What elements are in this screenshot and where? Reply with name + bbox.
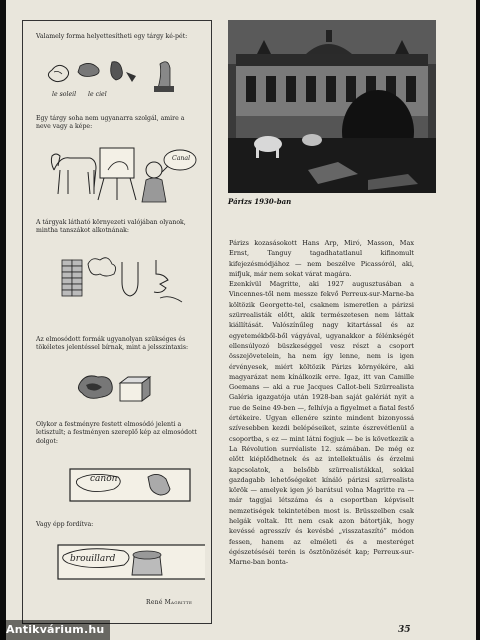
signature-rene-magritte: René Magritte — [146, 599, 193, 606]
page-number: 35 — [398, 625, 411, 635]
caption-5: Olykor a festményre festett elmosódó jelenti a letisztult; a festményen szereplő kép az elmosódott dolgot: — [36, 421, 197, 445]
article-body — [229, 238, 414, 568]
caption-3: A tárgyak látható környezeti valójában olyanok, mintha tanszákot alkotnának: — [36, 219, 186, 235]
article-paragraph: Ezenkívül Magritte, aki 1927 augusztusában a Vincennes-től nem messze fekvő Perreux-sur-Marne-ba költözik Georgette-tel, csaknem ismeretlen a párizsi szürrealisták előtt, akik természetesen nem láttak kiállítását. Valószínűleg nagy kitartással és az egyetemékből-ből vágyával, ugyanakkor a félénkségét ellensúlyozó büszkeséggel vesz részt a csoport összejövetelein, ha nem így lenne, nem is igen érvényesek, miért költözik Párizs környékére, aki magyarázat nem kínálkozik erre. Igaz, itt van Camille Goemans — aki a rue Jacques Callot-beli Szürrealista Galéria igazgatója után 1928-ban saját galériát nyit a rue de Seine 49-ben —, felhívja a figyelmet a fiatal festő értékeire. Ugyan ellenére szinte mindent bizonyossá szívesebben kezdi belépéseiket, szinte észrevétlenül a csoportba, s ez — mint látni fogjuk — be is következik a La Révolution surréaliste 12. számában. De még ez előtt kiéplődhetnek és az intellektuális és érzelmi kapcsolatok, a belsőbb szürrealistákkal, sokkal gazdagabb lehetőségeket kínáló párizsi szürrealista körök — amelyek igen jó barátsul volna Magritte ra — már taggjai létszáma és a csoportban képviselt nemzetiségek tekintetében most is. Brüsszelben csak helgák voltak. Itt nem csak azon bátortják, hogy kevéssé agresszív és kevésbé „visszataszító” módon fessen, hanem az elméleti és a mesteréget égészetéséséi terén is ösztönözését kap; Perreux-sur-Marne-ban bonta- — [229, 280, 414, 567]
paris-opera-photo — [228, 20, 436, 193]
illustration-blob-and-cube — [30, 365, 205, 410]
caption-2: Egy tárgy soha nem ugyanarra szolgál, amire a neve vagy a képe: — [36, 115, 185, 131]
illustration-horse-painting-man — [30, 140, 205, 205]
word-canon: canon — [90, 474, 118, 484]
word-le-soleil: le soleil — [52, 91, 77, 98]
caption-4: Az elmosódott formák ugyanolyan szükséges és tökéletes jelentéssel bírnak, mint a jelsszintaxis: — [36, 336, 189, 352]
photo-caption: Párizs 1930-ban — [228, 197, 292, 206]
caption-6: Vagy épp fordítva: — [36, 521, 94, 528]
illustration-wall-cloud-tree-face — [30, 252, 205, 317]
word-le-ciel: le ciel — [88, 91, 107, 98]
watermark-logo: Antikvárium.hu — [0, 620, 110, 640]
article-paragraph: Párizs kozasásokott Hans Arp, Miró, Masson, Max Ernst, Tanguy tagadhatatlanul kifinomult kifejezésmódjához — nem beszélve Picassóról, aki, mifjuk, már nem sokat várat magára. — [229, 239, 414, 278]
illustration-canon-frame — [30, 465, 205, 507]
word-canal: Canal — [172, 155, 191, 162]
magritte-words-and-images-box — [22, 20, 212, 624]
caption-1: Valamely forma helyettesítheti egy tárgy ké-pét: — [36, 33, 188, 40]
word-brouillard: brouillard — [70, 554, 116, 564]
